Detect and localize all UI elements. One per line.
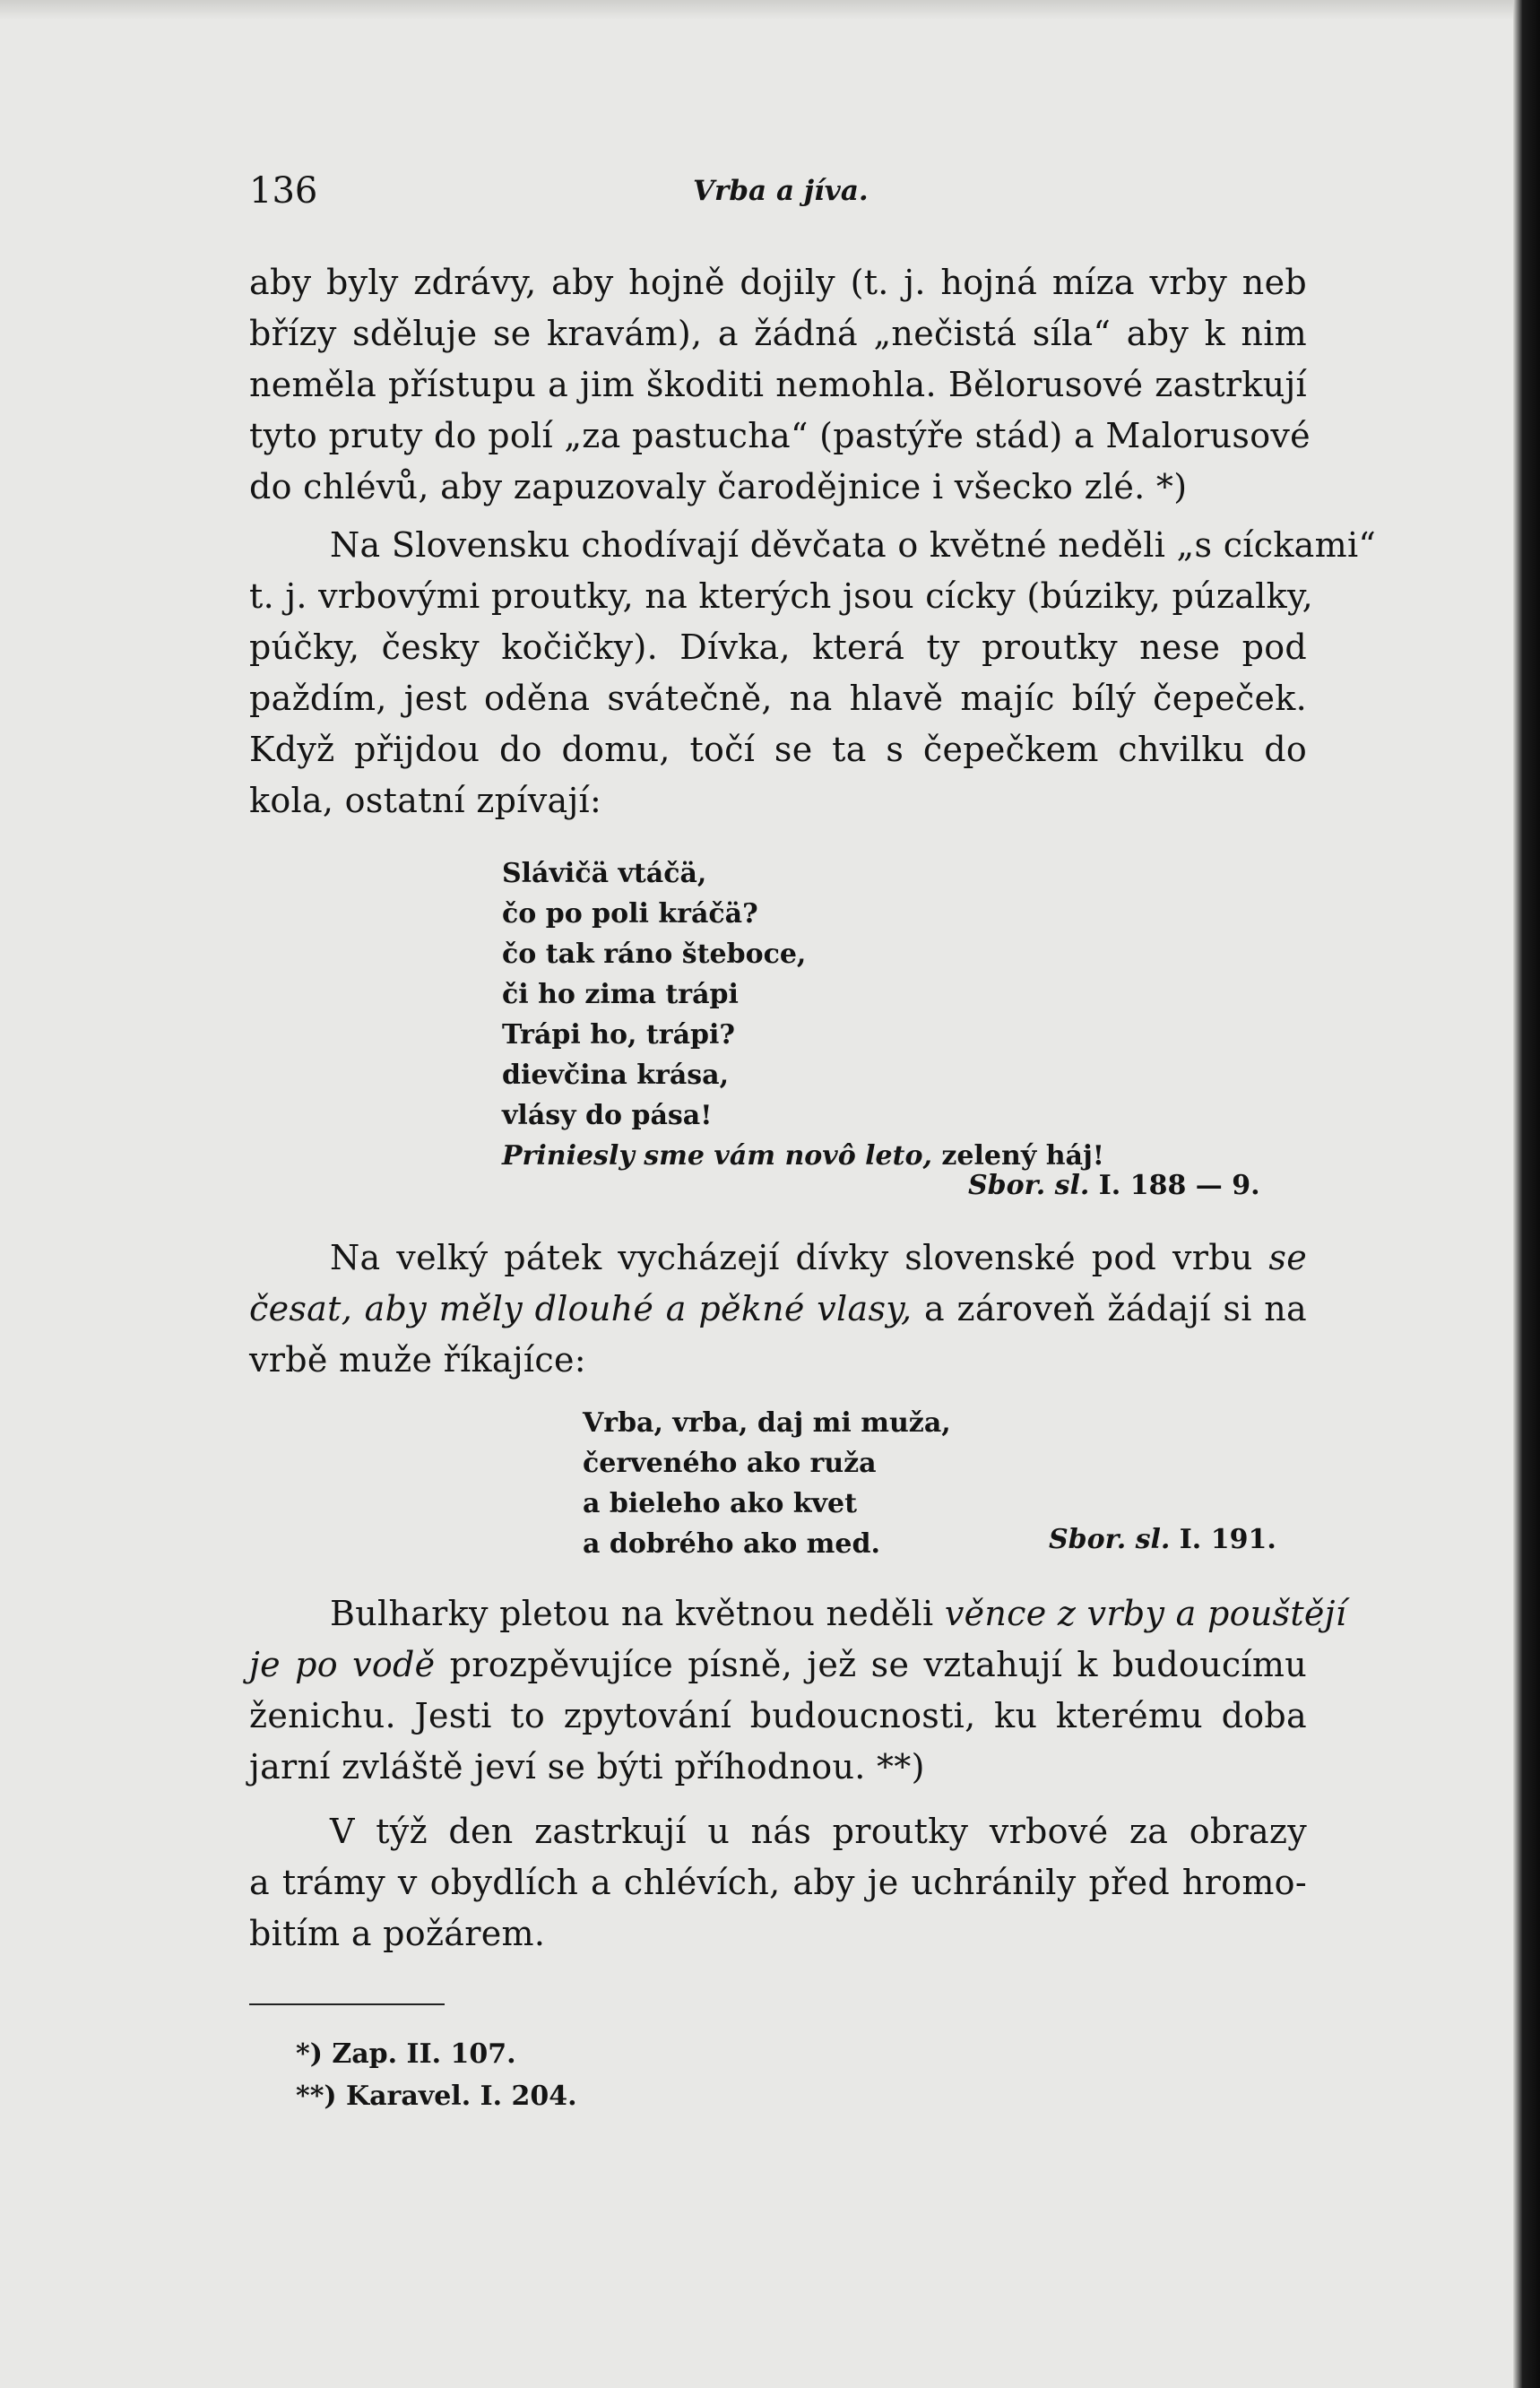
verse-line: či ho zima trápi: [502, 979, 739, 1010]
text-line: [249, 1640, 1307, 1691]
verse-2: [583, 1403, 951, 1564]
text-line: neměla přístupu a jim škoditi nemohla. Bělorusové zastrkují: [249, 365, 1307, 404]
footnote-divider: [249, 2003, 445, 2005]
verse-line: čo tak ráno šteboce,: [502, 939, 807, 970]
text-line: bitím a požárem.: [249, 1914, 546, 1953]
text-run-italic: věnce z vrby a pouštějí: [944, 1594, 1347, 1633]
source-rest: I. 188 — 9.: [1089, 1170, 1260, 1201]
verse-line: Slávičä vtáčä,: [502, 858, 707, 889]
paragraph-4: [249, 1588, 1347, 1793]
paragraph-5: [249, 1806, 1307, 1960]
footnote-1: *) Zap. II. 107.: [296, 2038, 516, 2070]
verse-2-source: [1049, 1524, 1276, 1555]
paragraph-3: [249, 1233, 1307, 1386]
text-line: paždím, jest oděna svátečně, na hlavě majíc bílý čepeček.: [249, 679, 1307, 718]
verse-line: a dobrého ako med.: [583, 1528, 880, 1560]
paragraph-2: [249, 520, 1377, 826]
verse-line: červeného ako ruža: [583, 1448, 877, 1479]
scan-right-edge: [1513, 0, 1540, 2388]
verse-line-italic: Priniesly sme vám novô leto,: [502, 1140, 932, 1172]
verse-1-source: [968, 1170, 1260, 1201]
source-rest: I. 191.: [1170, 1524, 1276, 1555]
verse-line: a bieleho ako kvet: [583, 1488, 857, 1519]
text-line: Na Slovensku chodívají děvčata o květné neděli „s cíckami“: [330, 525, 1377, 565]
text-run: a zároveň žádají si na: [912, 1289, 1307, 1328]
source-italic: Sbor. sl.: [968, 1170, 1090, 1201]
footnotes: [296, 2033, 577, 2117]
text-line: kola, ostatní zpívají:: [249, 781, 602, 820]
text-run: prozpěvujíce písně, jež se vztahují k budoucímu: [435, 1645, 1307, 1684]
verse-1: [502, 853, 1104, 1176]
text-line: aby byly zdrávy, aby hojně dojily (t. j. hojná míza vrby neb: [249, 263, 1307, 302]
text-line: jarní zvláště jeví se býti příhodnou. **): [249, 1747, 925, 1787]
text-line: [249, 1284, 1307, 1335]
verse-line: Trápi ho, trápi?: [502, 1019, 735, 1051]
paragraph-1: [249, 257, 1311, 513]
verse-line: Vrba, vrba, daj mi muža,: [583, 1407, 951, 1439]
text-line: tyto pruty do polí „za pastucha“ (pastýře stád) a Malorusové: [249, 416, 1311, 455]
footnote-2: **) Karavel. I. 204.: [296, 2081, 577, 2112]
text-run-italic: česat, aby měly dlouhé a pěkné vlasy,: [249, 1289, 913, 1328]
running-title: Vrba a jíva.: [693, 175, 869, 207]
text-run: Na velký pátek vycházejí dívky slovenské pod vrbu: [330, 1238, 1269, 1277]
page-number: 136: [249, 170, 318, 212]
text-line: břízy sděluje se kravám), a žádná „nečistá síla“ aby k nim: [249, 314, 1307, 353]
text-line: [249, 1588, 1347, 1640]
text-line: vrbě muže říkajíce:: [249, 1340, 586, 1380]
verse-line: vlásy do pása!: [502, 1100, 713, 1131]
text-line: V týž den zastrkují u nás proutky vrbové za obrazy: [330, 1812, 1307, 1851]
text-line: a trámy v obydlích a chlévích, aby je uchránily před hromo-: [249, 1863, 1307, 1902]
text-line: [249, 1233, 1307, 1284]
verse-line: čo po poli kráčä?: [502, 898, 758, 930]
text-line: do chlévů, aby zapuzovaly čarodějnice i všecko zlé. *): [249, 467, 1188, 506]
page-header: [249, 170, 1307, 215]
text-line: Když přijdou do domu, točí se ta s čepečkem chvilku do: [249, 730, 1307, 769]
text-run-italic: je po vodě: [249, 1645, 436, 1684]
text-line: ženichu. Jesti to zpytování budoucnosti, ku kterému doba: [249, 1696, 1307, 1735]
text-line: púčky, česky kočičky). Dívka, která ty proutky nese pod: [249, 627, 1307, 667]
source-italic: Sbor. sl.: [1049, 1524, 1171, 1555]
text-run: Bulharky pletou na květnou neděli: [330, 1594, 945, 1633]
text-run-italic: se: [1268, 1238, 1307, 1277]
text-line: t. j. vrbovými proutky, na kterých jsou cícky (búziky, púzalky,: [249, 576, 1314, 616]
verse-line: dievčina krása,: [502, 1060, 730, 1091]
verse-line-rest: zelený háj!: [931, 1140, 1104, 1172]
